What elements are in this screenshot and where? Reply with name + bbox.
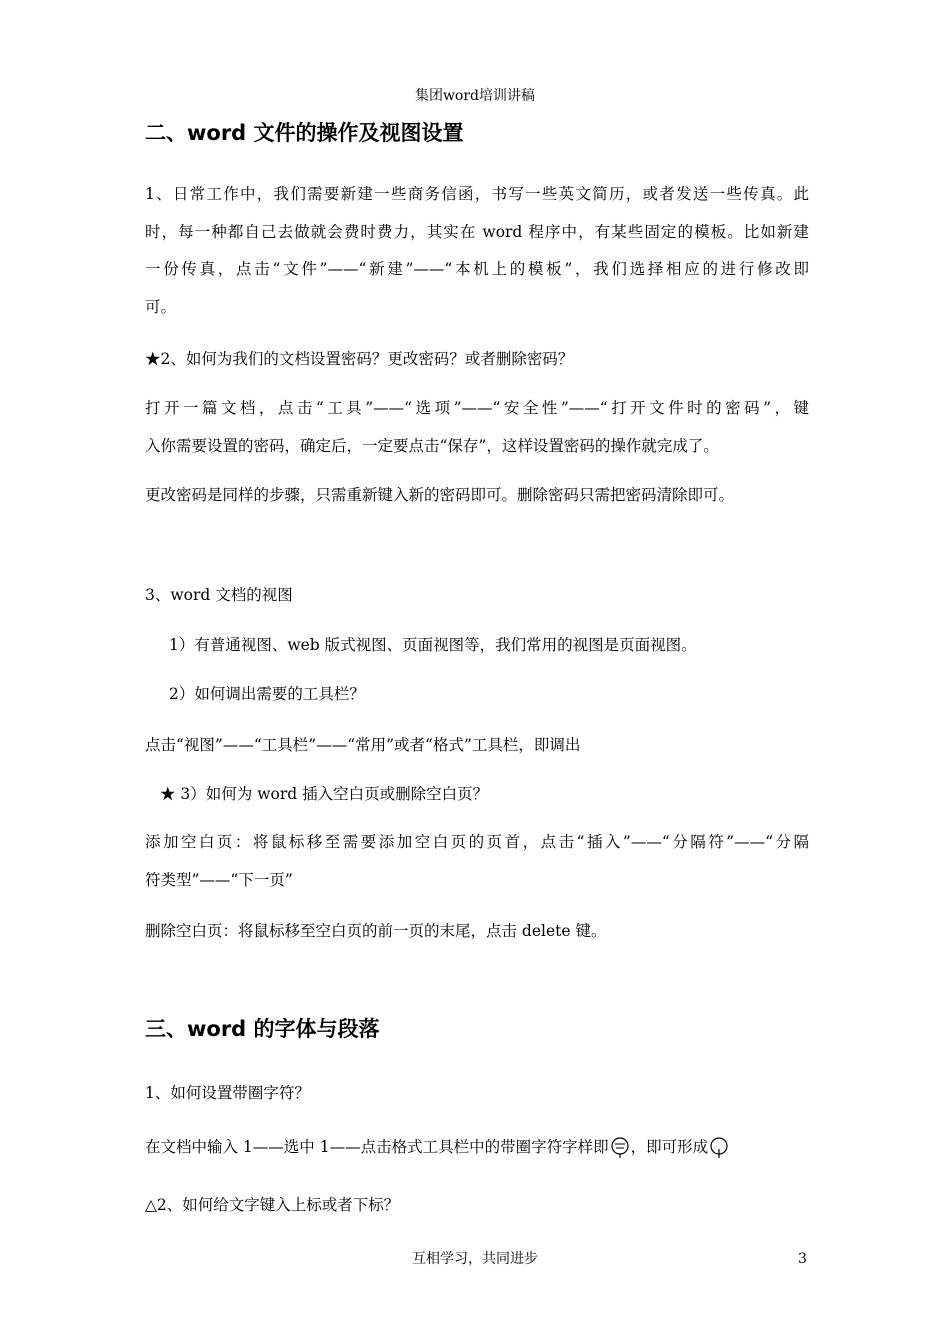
paragraph-text: ，即可形成 (630, 1138, 709, 1156)
page-number: 3 (798, 1251, 807, 1267)
paragraph-line: 1、日常工作中，我们需要新建一些商务信函，书写一些英文简历，或者发送一些传真。此 (145, 185, 809, 203)
paragraph-line: 时，每一种都自己去做就会费时费力，其实在 word 程序中，有某些固定的模板。比如新建 (145, 222, 809, 241)
page-footer: 互相学习，共同进步 (412, 1251, 538, 1267)
paragraph-toolbar: 点击“视图”——“工具栏”——“常用”或者“格式”工具栏，即调出 (145, 736, 581, 754)
paragraph-line: 一份传真，点击“文件”——“新建”——“本机上的模板”，我们选择相应的进行修改即 (145, 260, 809, 278)
enclosed-one-icon (709, 1137, 729, 1159)
enclosed-character-icon (610, 1137, 630, 1159)
paragraph-text: 在文档中输入 1——选中 1——点击格式工具栏中的带圈字符字样即 (145, 1138, 609, 1156)
question-superscript: △2、如何给文字键入上标或者下标？ (145, 1196, 400, 1214)
paragraph-add-blank-page (145, 824, 809, 899)
list-item-toolbar: 2）如何调出需要的工具栏？ (169, 685, 365, 703)
list-item-views: 1）有普通视图、web 版式视图、页面视图等，我们常用的视图是页面视图。 (169, 636, 697, 654)
section-heading-3: 三、word 的字体与段落 (145, 1017, 380, 1041)
paragraph-line: 入你需要设置的密码，确定后，一定要点击“保存”，这样设置密码的操作就完成了。 (145, 436, 719, 455)
paragraph-line: 添加空白页：将鼠标移至需要添加空白页的页首，点击“插入”——“分隔符”——“分隔 (145, 833, 809, 851)
paragraph-delete-blank-page: 删除空白页：将鼠标移至空白页的前一页的末尾，点击 delete 键。 (145, 922, 607, 940)
question-enclosed-char: 1、如何设置带圈字符？ (145, 1084, 310, 1102)
paragraph-set-password (145, 390, 809, 465)
paragraph-line: 可。 (145, 297, 177, 316)
paragraph-line: 符类型”——“下一页” (145, 870, 293, 889)
paragraph-templates (145, 176, 809, 326)
question-password: ★2、如何为我们的文档设置密码？更改密码？或者删除密码？ (145, 350, 574, 368)
paragraph-line: 打开一篇文档，点击“工具”——“选项”——“安全性”——“打开文件时的密码”，键 (145, 399, 809, 417)
paragraph-enclosed-char (145, 1137, 730, 1159)
page-header: 集团word培训讲稿 (414, 88, 536, 104)
section-heading-2: 二、word 文件的操作及视图设置 (145, 121, 464, 145)
question-views: 3、word 文档的视图 (145, 586, 293, 604)
paragraph-change-password: 更改密码是同样的步骤，只需重新键入新的密码即可。删除密码只需把密码清除即可。 (145, 486, 735, 504)
list-item-blank-page: ★ 3）如何为 word 插入空白页或删除空白页？ (160, 785, 489, 803)
